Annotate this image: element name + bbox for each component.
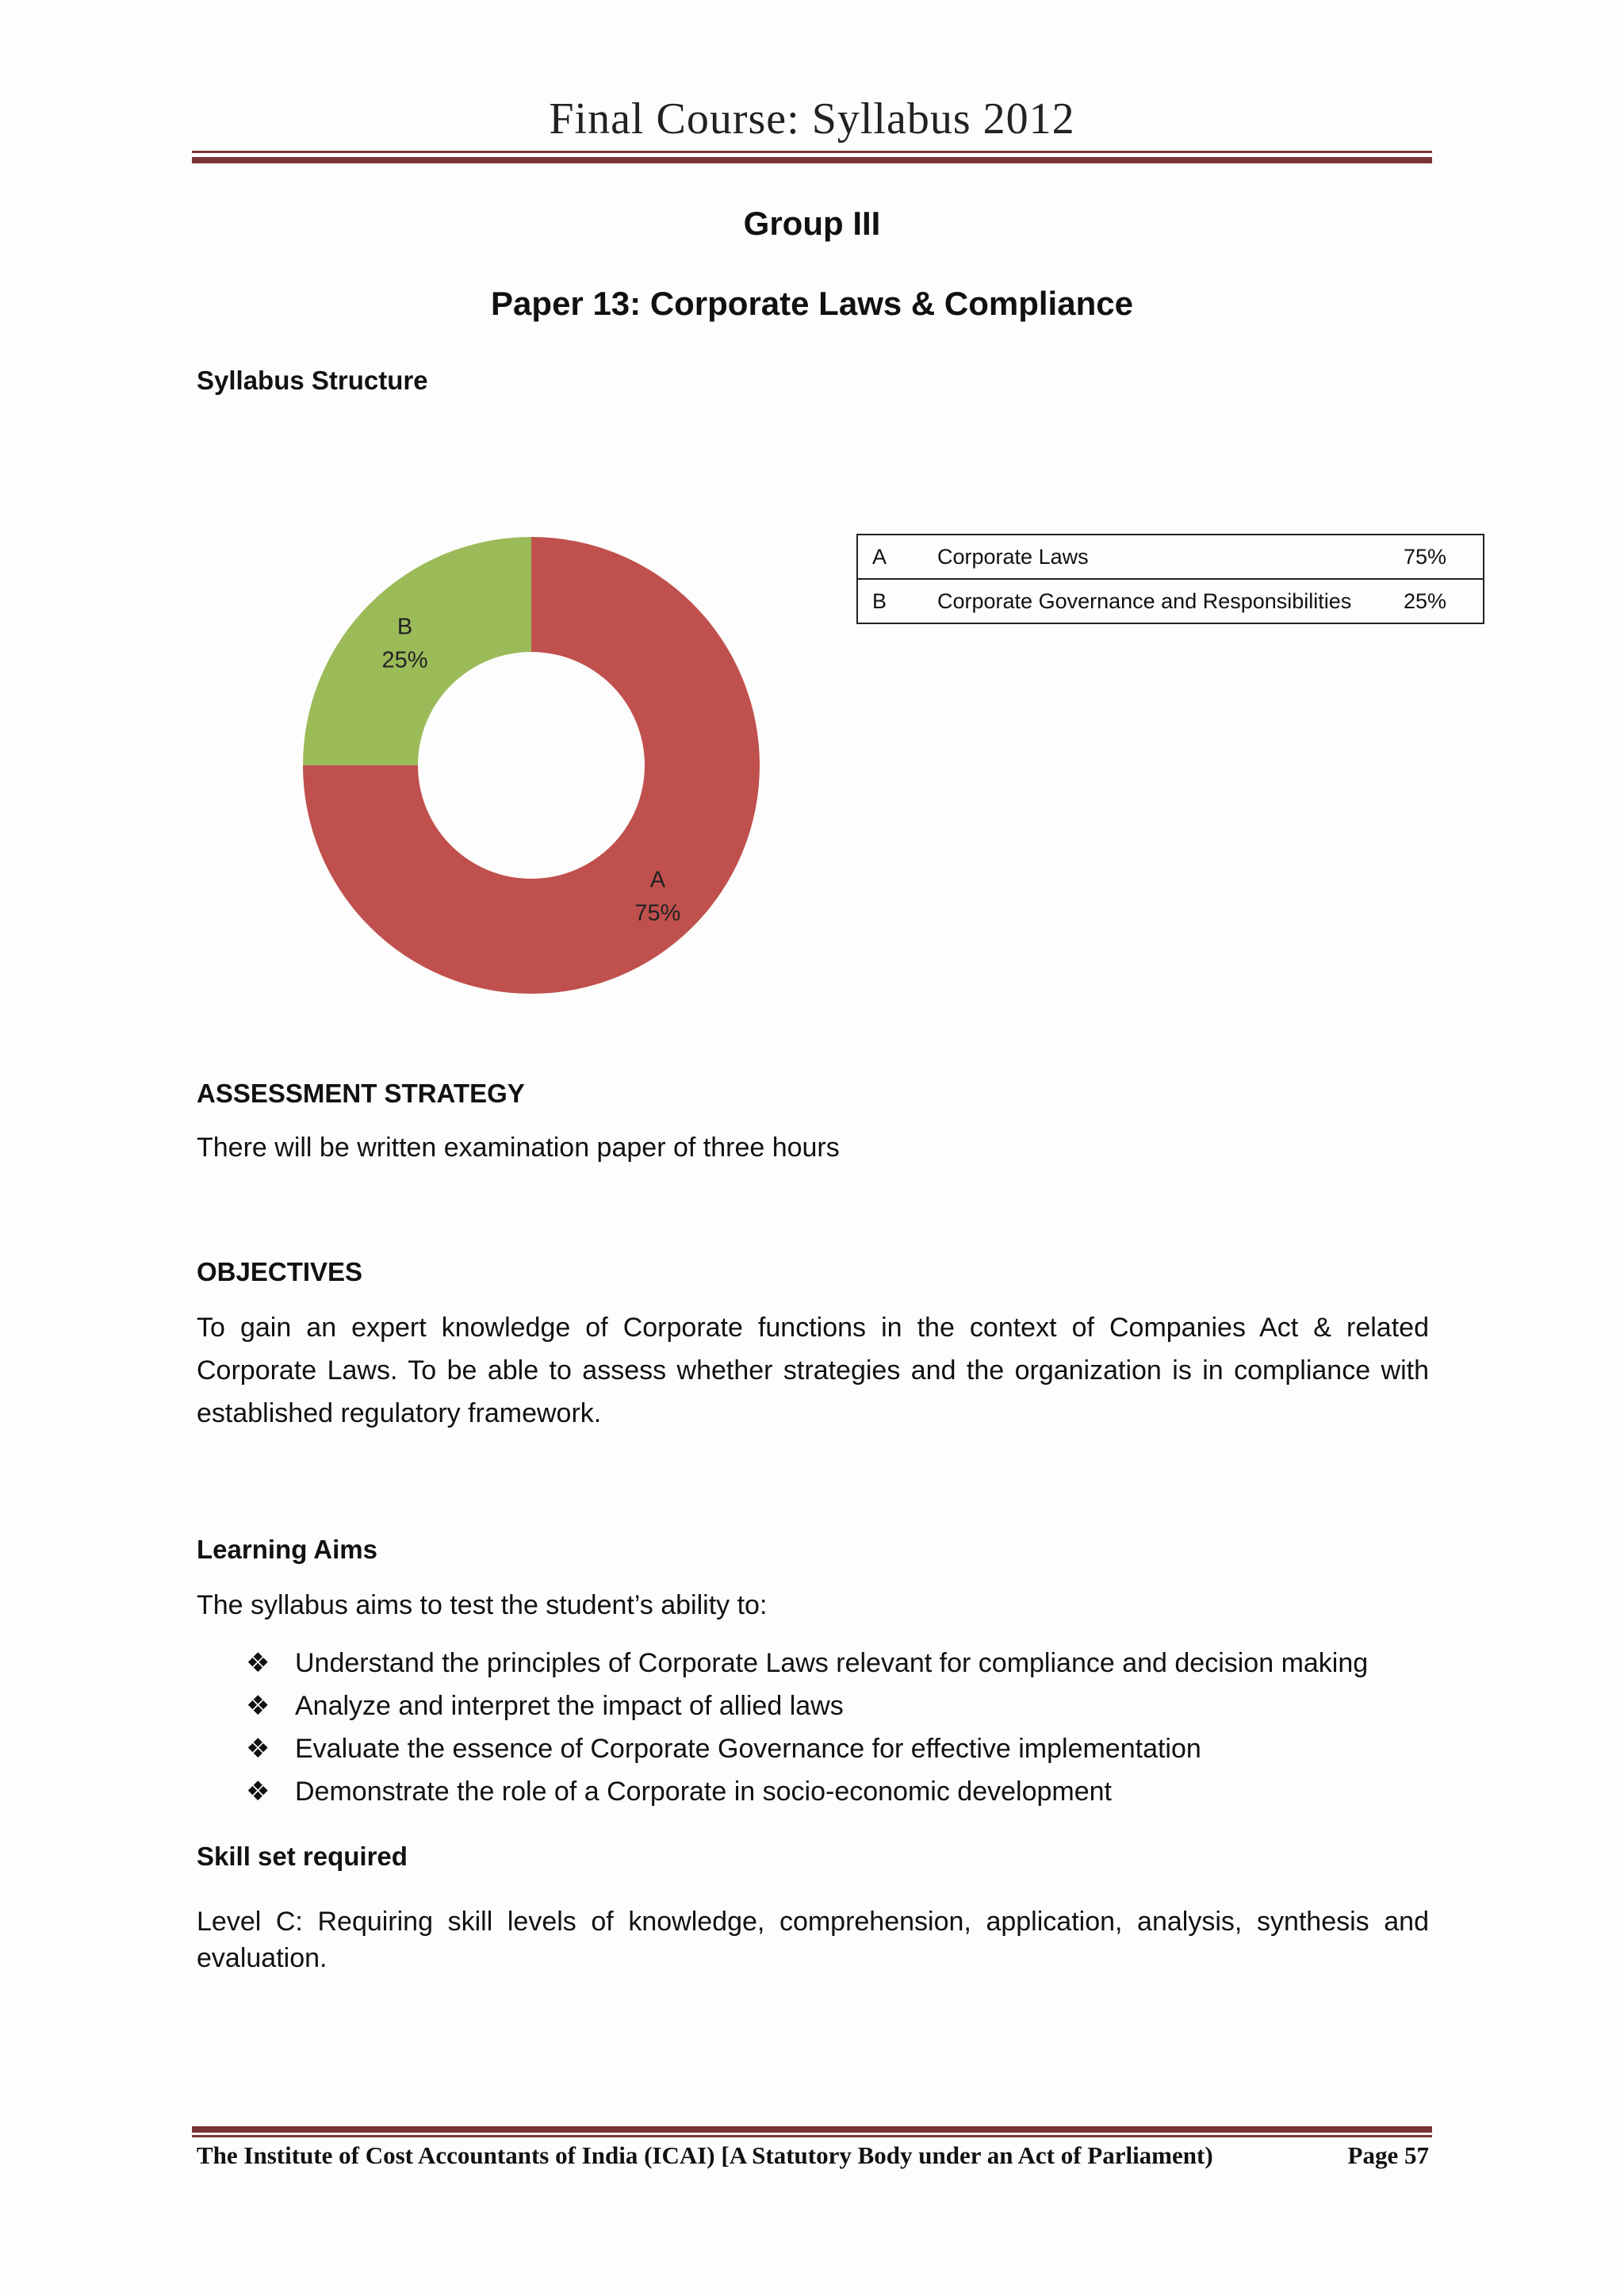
header-rule-thin bbox=[192, 151, 1432, 153]
objectives-heading: OBJECTIVES bbox=[197, 1257, 363, 1286]
donut-label-value: 75% bbox=[634, 900, 681, 926]
list-item bbox=[246, 1685, 1368, 1727]
skill-set-line: evaluation. bbox=[197, 1943, 327, 1973]
diamond-bullet-icon: ❖ bbox=[246, 1691, 270, 1721]
learning-aims-heading: Learning Aims bbox=[197, 1535, 377, 1564]
legend-code: B bbox=[857, 579, 937, 623]
syllabus-legend-table bbox=[856, 534, 1484, 624]
legend-name: Corporate Laws bbox=[937, 535, 1404, 579]
syllabus-donut-chart bbox=[293, 527, 769, 1003]
footer-rule-thick bbox=[192, 2126, 1432, 2133]
syllabus-structure-heading: Syllabus Structure bbox=[197, 366, 428, 395]
legend-percent: 25% bbox=[1404, 579, 1484, 623]
page-header-title: Final Course: Syllabus 2012 bbox=[549, 94, 1075, 144]
skill-set-heading: Skill set required bbox=[197, 1842, 408, 1871]
objectives-text bbox=[197, 1306, 1429, 1435]
assessment-heading: ASSESSMENT STRATEGY bbox=[197, 1079, 525, 1108]
diamond-bullet-icon: ❖ bbox=[246, 1734, 270, 1764]
list-item-text: Evaluate the essence of Corporate Governance for effective implementation bbox=[295, 1734, 1201, 1764]
legend-name: Corporate Governance and Responsibilities bbox=[937, 579, 1404, 623]
skill-set-line: Level C: Requiring skill levels of knowledge, comprehension, application, analysis, synthesis and bbox=[197, 1907, 1429, 1937]
donut-label-value: 25% bbox=[381, 647, 428, 673]
diamond-bullet-icon: ❖ bbox=[246, 1648, 270, 1678]
objectives-line: To gain an expert knowledge of Corporate functions in the context of Companies Act & related bbox=[197, 1313, 1429, 1343]
list-item-text: Understand the principles of Corporate Laws relevant for compliance and decision making bbox=[295, 1648, 1369, 1678]
footer-rule-thin bbox=[192, 2135, 1432, 2137]
learning-aims-list bbox=[246, 1642, 1368, 1813]
donut-label-category: A bbox=[649, 867, 666, 893]
header-rule-thick bbox=[192, 157, 1432, 163]
objectives-line: established regulatory framework. bbox=[197, 1398, 602, 1428]
list-item bbox=[246, 1770, 1368, 1813]
list-item bbox=[246, 1727, 1368, 1770]
paper-title: Paper 13: Corporate Laws & Compliance bbox=[491, 285, 1133, 322]
footer-institute: The Institute of Cost Accountants of India (ICAI) [A Statutory Body under an Act of Parliament) bbox=[197, 2141, 1213, 2169]
legend-row bbox=[857, 535, 1484, 579]
list-item bbox=[246, 1642, 1368, 1685]
footer-page-number: Page 57 bbox=[1347, 2141, 1429, 2169]
list-item-text: Analyze and interpret the impact of allied laws bbox=[295, 1691, 844, 1721]
group-title: Group III bbox=[743, 205, 881, 242]
legend-row bbox=[857, 579, 1484, 623]
assessment-text: There will be written examination paper of three hours bbox=[197, 1133, 840, 1163]
learning-aims-intro: The syllabus aims to test the student’s ability to: bbox=[197, 1590, 768, 1620]
skill-set-text bbox=[197, 1903, 1429, 1976]
legend-code: A bbox=[857, 535, 937, 579]
donut-slices bbox=[303, 537, 760, 994]
legend-percent: 75% bbox=[1404, 535, 1484, 579]
objectives-line: Corporate Laws. To be able to assess whether strategies and the organization is in compliance with bbox=[197, 1355, 1429, 1386]
list-item-text: Demonstrate the role of a Corporate in socio-economic development bbox=[295, 1777, 1112, 1807]
donut-label-category: B bbox=[396, 614, 413, 640]
diamond-bullet-icon: ❖ bbox=[246, 1777, 270, 1807]
page-footer bbox=[197, 2141, 1429, 2170]
